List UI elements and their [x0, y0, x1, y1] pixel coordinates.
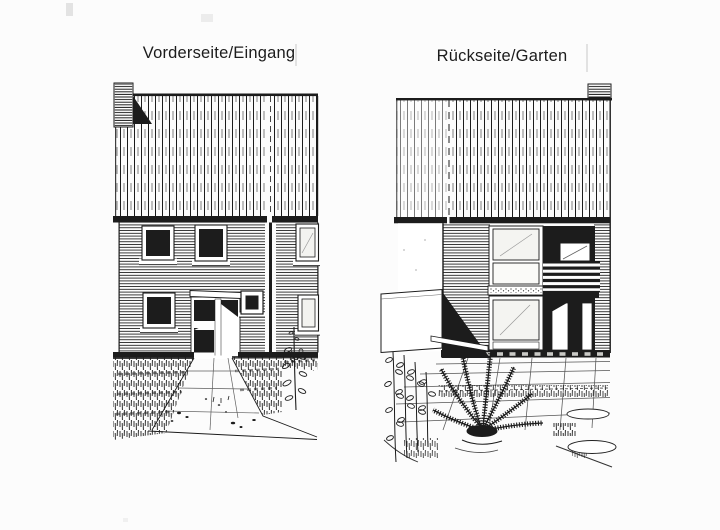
front-elevation-title: Vorderseite/Eingang — [142, 44, 296, 62]
rear-elevation-title: Rückseite/Garten — [436, 47, 568, 65]
front-window-upper-mid — [192, 225, 230, 266]
rear-eaves-right — [450, 217, 610, 223]
front-upper-siding — [115, 94, 318, 217]
neighbor-window-upper — [293, 224, 320, 266]
front-window-lower-left — [140, 293, 178, 333]
rear-window-wall — [488, 226, 543, 350]
rear-chimney — [588, 84, 611, 100]
rear-door — [552, 303, 568, 350]
front-eaves-left — [113, 216, 267, 223]
rear-eaves-left — [394, 217, 447, 223]
front-window-upper-left — [139, 226, 177, 265]
front-entry-door — [189, 291, 242, 360]
front-eaves-right — [272, 216, 318, 223]
neighbor-window-lower — [295, 295, 320, 336]
door-canopy — [190, 291, 241, 299]
rear-balcony — [543, 226, 600, 350]
front-elevation — [113, 83, 320, 440]
front-door-side-window — [239, 291, 265, 318]
walkway-pebbles — [171, 398, 256, 428]
rear-elevation — [381, 84, 616, 467]
front-grass — [113, 356, 318, 440]
